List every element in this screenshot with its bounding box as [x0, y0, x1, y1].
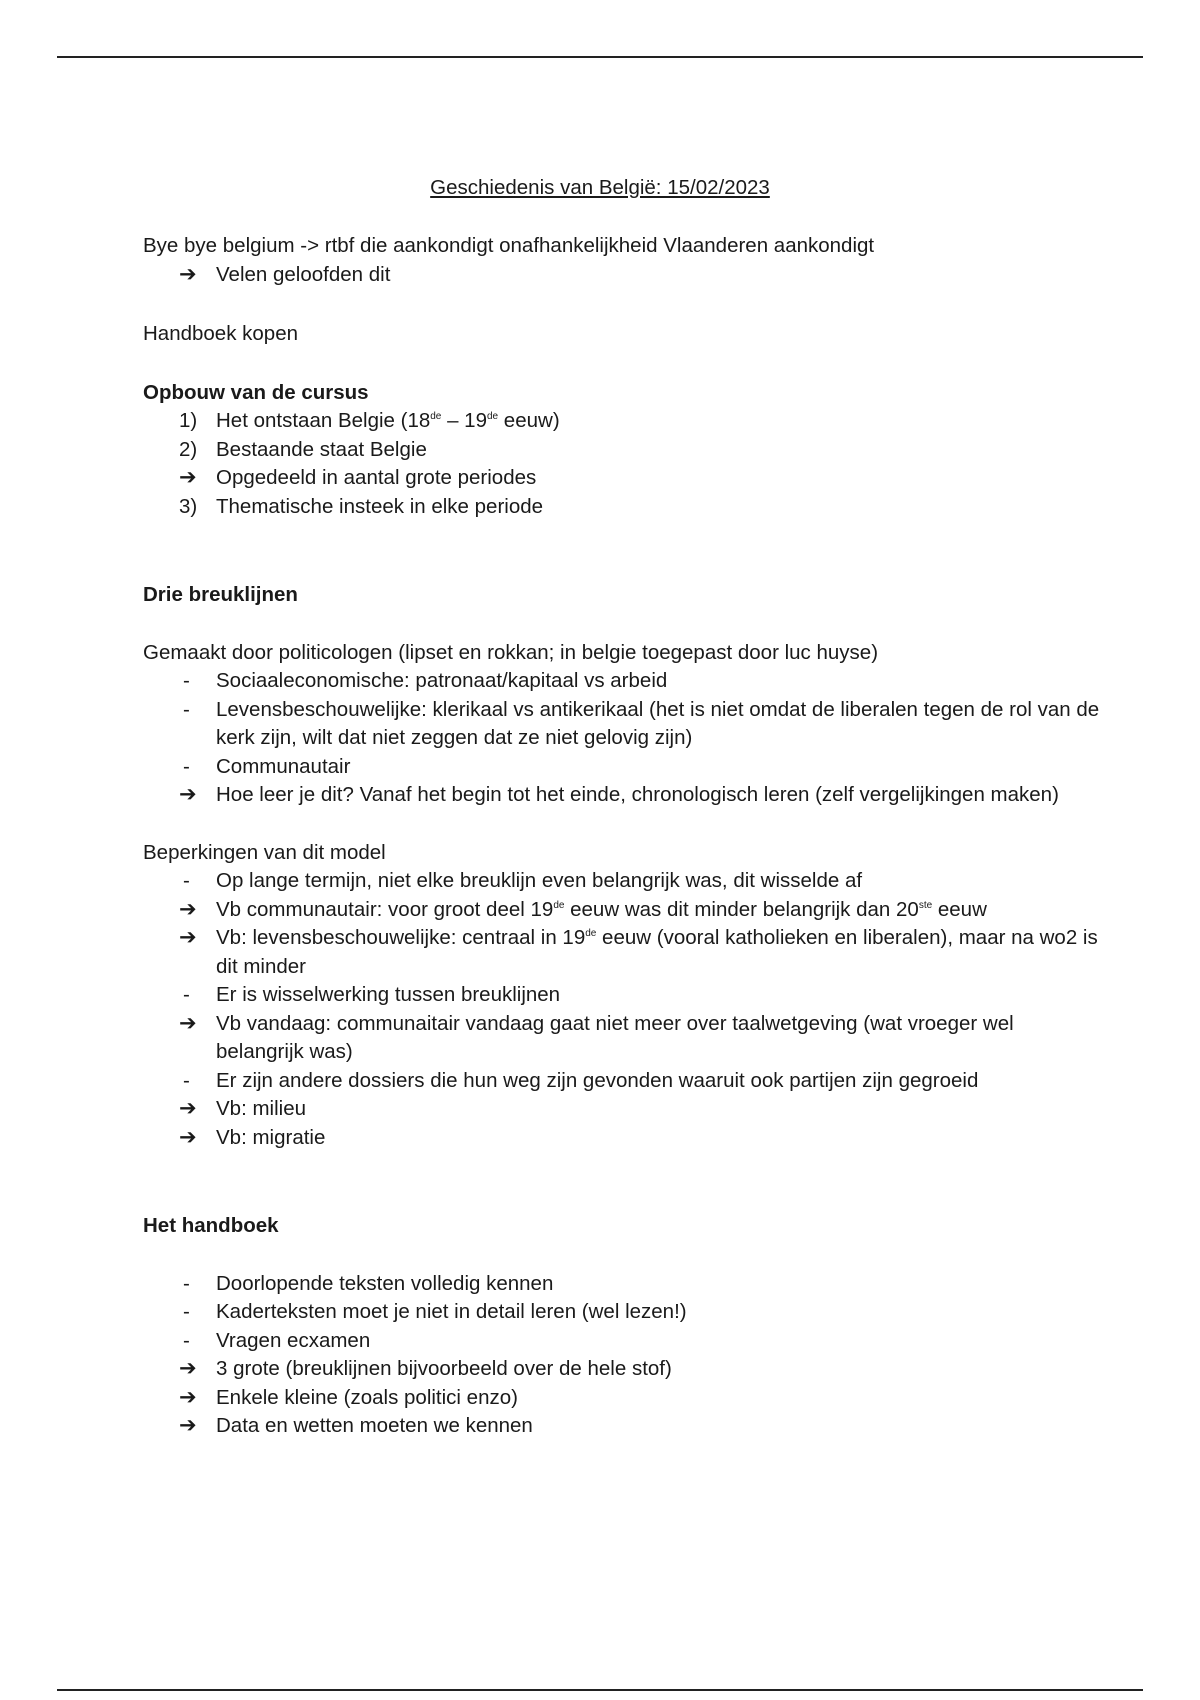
arrow-item: ➔ Vb: migratie [143, 1124, 1103, 1153]
arrow-icon: ➔ [179, 1385, 197, 1409]
arrow-icon: ➔ [179, 1357, 197, 1380]
dash-item: - Op lange termijn, niet elke breuklijn even belangrijk was, dit wisselde af [183, 869, 863, 892]
top-rule [57, 56, 1143, 58]
arrow-icon: ➔ [179, 897, 197, 921]
arrow-icon: ➔ [179, 262, 197, 286]
arrow-item: ➔ Vb: milieu [143, 1095, 1103, 1124]
dash-item: - Vragen ecxamen [183, 1328, 371, 1352]
dash-item: - Communautair [183, 754, 351, 778]
handboek-kopen-line: Handboek kopen [143, 322, 299, 345]
arrow-icon: ➔ [179, 1011, 197, 1035]
arrow-item: ➔ Vb communautair: voor groot deel 19de eeuw was dit minder belangrijk dan 20ste eeuw [143, 896, 1103, 925]
numbered-item: 2) Bestaande staat Belgie [179, 437, 427, 461]
dash-item: - Er zijn andere dossiers die hun weg zijn gevonden waaruit ook partijen zijn gegroeid [183, 1068, 979, 1092]
arrow-icon: ➔ [179, 1097, 197, 1120]
dash-item: - Sociaaleconomische: patronaat/kapitaal vs arbeid [183, 669, 668, 692]
dash-item: - Levensbeschouwelijke: klerikaal vs antikerikaal (het is niet omdat de liberalen tegen de rol van de kerk zijn, wilt dat niet zeggen dat ze niet gelovig zijn) [183, 697, 1100, 749]
intro-line: Bye bye belgium -> rtbf die aankondigt onafhankelijkheid Vlaanderen aankondigt [143, 234, 875, 257]
section-heading-opbouw: Opbouw van de cursus [143, 380, 369, 404]
dash-item: - Er is wisselwerking tussen breuklijnen [183, 983, 561, 1006]
beperkingen-intro: Beperkingen van dit model [143, 840, 386, 864]
arrow-item: ➔ Enkele kleine (zoals politici enzo) [143, 1384, 1103, 1413]
arrow-icon: ➔ [179, 1414, 197, 1437]
arrow-icon: ➔ [179, 1125, 197, 1149]
arrow-item: ➔ Opgedeeld in aantal grote periodes [143, 464, 1103, 493]
numbered-item: 3) Thematische insteek in elke periode [179, 494, 544, 518]
section-heading-handboek: Het handboek [143, 1214, 279, 1237]
numbered-item: 1) Het ontstaan Belgie (18de – 19de eeuw) [179, 409, 560, 432]
arrow-icon: ➔ [179, 466, 197, 489]
breuklijnen-intro: Gemaakt door politicologen (lipset en rokkan; in belgie toegepast door luc huyse) [143, 640, 879, 664]
bottom-rule [57, 1689, 1143, 1691]
document-body [143, 174, 1103, 1441]
dash-item: - Doorlopende teksten volledig kennen [183, 1271, 554, 1295]
arrow-item: ➔ Velen geloofden dit [143, 261, 1103, 290]
arrow-item: ➔ Vb: levensbeschouwelijke: centraal in 19de eeuw (vooral katholieken en liberalen), maar na wo2 is dit minder [179, 926, 1098, 978]
arrow-icon: ➔ [179, 926, 197, 949]
arrow-item: ➔ Vb vandaag: communaitair vandaag gaat niet meer over taalwetgeving (wat vroeger wel belangrijk was) [179, 1011, 1014, 1063]
arrow-item: ➔ 3 grote (breuklijnen bijvoorbeeld over de hele stof) [143, 1355, 1103, 1384]
dash-item: - Kaderteksten moet je niet in detail leren (wel lezen!) [183, 1300, 687, 1323]
arrow-icon: ➔ [179, 783, 197, 806]
section-heading-breuklijnen: Drie breuklijnen [143, 583, 298, 606]
arrow-item: ➔ Data en wetten moeten we kennen [143, 1412, 1103, 1441]
page-title: Geschiedenis van België: 15/02/2023 [430, 176, 770, 199]
arrow-item: ➔ Hoe leer je dit? Vanaf het begin tot het einde, chronologisch leren (zelf vergelijkingen maken) [143, 781, 1103, 810]
